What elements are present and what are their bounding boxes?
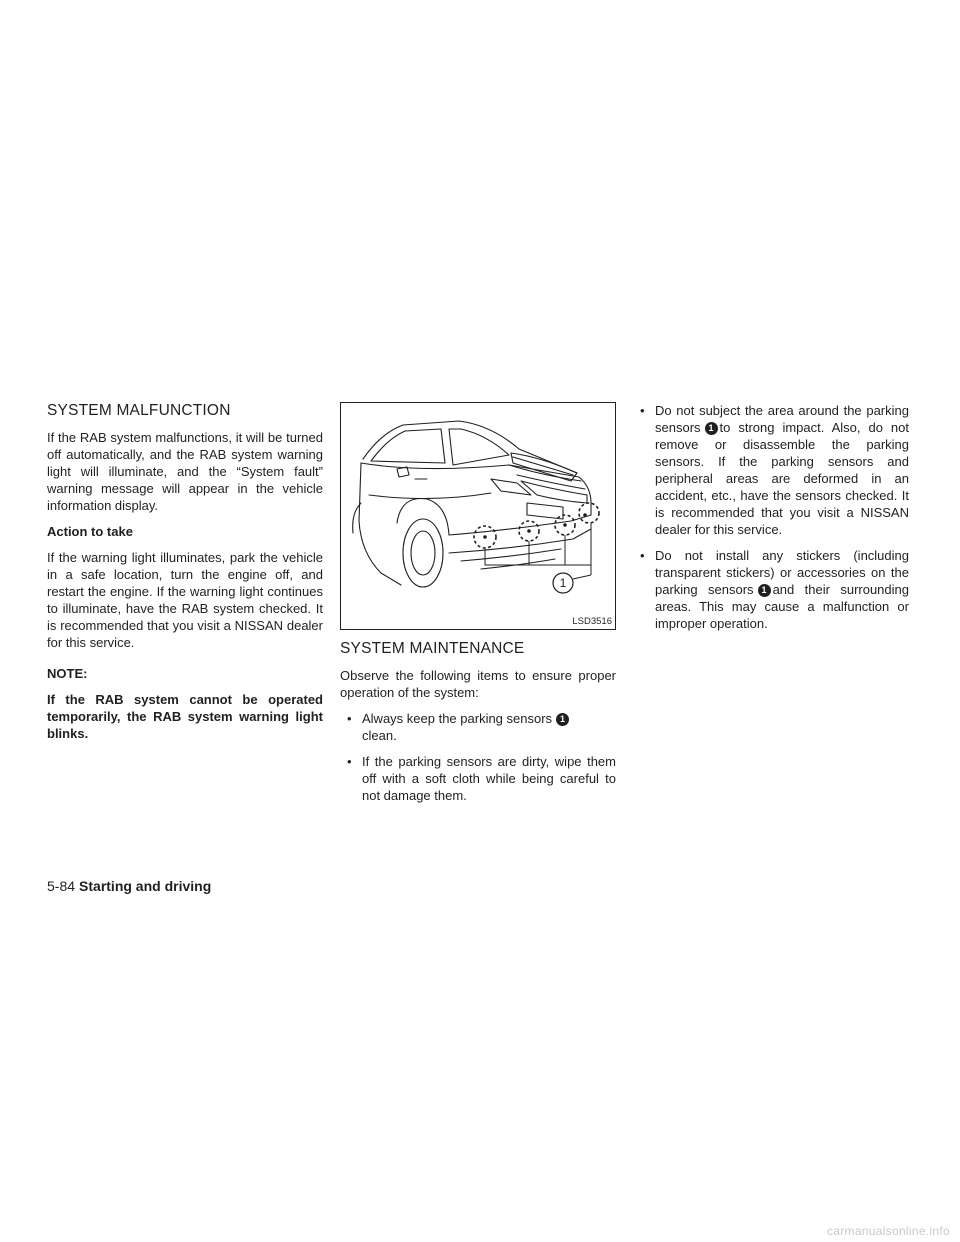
bullet-icon: • [640,548,645,563]
car-rear-illustration [341,403,615,629]
page-number: 5-84 [47,878,76,894]
callout-1-icon: 1 [705,422,718,435]
list-item [340,753,616,804]
bullet-text-cont: clean. [362,728,397,743]
column-1 [47,402,323,751]
bullet-text-cont: to strong impact. Also, do not remove or disassemble the parking sensors. If the parking sensors and peripheral areas are deformed in an accident, etc., have the sensors checked. It is recommended that you visit a NISSAN dealer for this service. [655,420,909,537]
bullet-text-cont: and their surrounding areas. This may cause a malfunction or improper operation. [655,582,909,631]
list-item [340,710,616,744]
bullet-text: If the parking sensors are dirty, wipe them off with a soft cloth while being careful to not damage them. [362,754,616,803]
bullet-icon: • [347,711,352,726]
callout-1-icon: 1 [758,584,771,597]
column-2 [340,402,616,813]
malfunction-paragraph: If the RAB system malfunctions, it will be turned off automatically, and the RAB system warning light will illuminate, and the “System fault” warning message will appear in the vehicle information display. [47,430,323,513]
bullet-text: Do not install any stickers (including transparent stickers) or accessories on the parking sensors [655,548,909,597]
maintenance-intro: Observe the following items to ensure proper operation of the system: [340,668,616,700]
bullet-text: Do not subject the area around the parking sensors [655,403,909,435]
note-label: NOTE: [47,666,88,681]
figure-parking-sensors [340,402,616,630]
callout-1-icon: 1 [556,713,569,726]
figure-code: LSD3516 [572,616,612,627]
note-text: If the RAB system cannot be operated temporarily, the RAB system warning light blinks. [47,692,323,741]
watermark: carmanualsonline.info [826,1224,950,1238]
list-item [633,402,909,538]
page-footer [47,877,211,895]
column-3 [633,402,909,641]
precautions-list [633,402,909,632]
bullet-icon: • [640,403,645,418]
list-item [633,547,909,632]
bullet-text: Always keep the parking sensors [362,711,553,726]
maintenance-list [340,710,616,804]
action-paragraph: If the warning light illuminates, park the vehicle in a safe location, turn the engine off, and restart the engine. If the warning light continues to illuminate, have the RAB system checked. It is recommended that you visit a NISSAN dealer for this service. [47,550,323,650]
bullet-icon: • [347,754,352,769]
heading-system-malfunction: SYSTEM MALFUNCTION [47,402,231,419]
subheading-action-to-take: Action to take [47,524,133,539]
figure-callout-1: 1 [559,576,567,590]
heading-system-maintenance: SYSTEM MAINTENANCE [340,640,525,657]
section-title: Starting and driving [79,878,212,894]
